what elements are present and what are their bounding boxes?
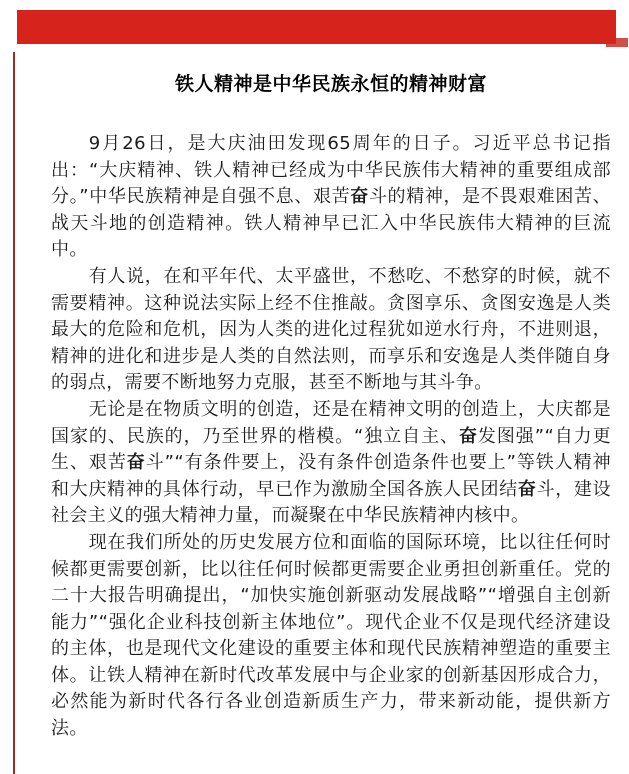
bold-text-run: 奋: [517, 478, 537, 500]
bold-text-run: 奋: [458, 425, 478, 447]
text-run: 斗，建设社会主义的强大精神力量，而凝聚在中华民族精神内核中。: [51, 478, 612, 527]
text-run: 现在我们所处的历史发展方位和面临的国际环境，比以往任何时候都更需要创新，比以往任何时候都更需要企业勇担创新重任。党的二十大报告明确提出，“加快实施创新驱动发展战略”“增强自主创新能力”“强化企业科技创新主体地位”。现代企业不仅是现代经济建设的主体，也是现代文化建设的重要主体和现代民族精神塑造的重要主体。让铁人精神在新时代改革发展中与企业家的创新基因形成合力，必然能为新时代各行各业创造新质生产力，带来新动能，提供新方法。: [51, 531, 611, 740]
paragraph-4: [51, 530, 611, 743]
text-run: 有人说，在和平年代、太平盛世，不愁吃、不愁穿的时候，就不需要精神。这种说法实际上经不住推敲。贪图享乐、贪图安逸是人类最大的危险和危机，因为人类的进化过程犹如逆水行舟，不进则退，精神的进化和进步是人类的自然法则，而享乐和安逸是人类伴随自身的弱点，需要不断地努力克服，甚至不断地与其斗争。: [51, 265, 611, 394]
text-run: 发图强”“自力更生、艰苦: [51, 425, 612, 474]
text-run: 斗的精神，是不畏艰难困苦、战天斗地的创造精神。铁人精神早已汇入中华民族伟大精神的巨流中。: [51, 186, 612, 261]
text-run: 无论是在物质文明的创造，还是在精神文明的创造上，大庆都是国家的、民族的，乃至世界的楷模。“独立自主、: [51, 398, 611, 447]
top-red-banner: [17, 10, 616, 44]
paragraph-3: [51, 397, 611, 530]
left-accent-line: [13, 52, 15, 774]
paragraph-2: [51, 264, 611, 397]
article-title: 铁人精神是中华民族永恒的精神财富: [174, 73, 487, 95]
bold-text-run: 奋: [126, 452, 146, 474]
text-run: 斗”“有条件要上，没有条件创造条件也要上”等铁人精神和大庆精神的具体行动，早已作为激励全国各族人民团结: [51, 452, 612, 500]
text-run: 9月26日，是大庆油田发现65周年的日子。习近平总书记指出：“大庆精神、铁人精神已经成为中华民族伟大精神的重要组成部分。”中华民族精神是自强不息、艰苦: [51, 133, 611, 208]
article-body: [51, 131, 611, 743]
bold-text-run: 奋: [350, 186, 369, 208]
paragraph-1: [51, 131, 611, 264]
